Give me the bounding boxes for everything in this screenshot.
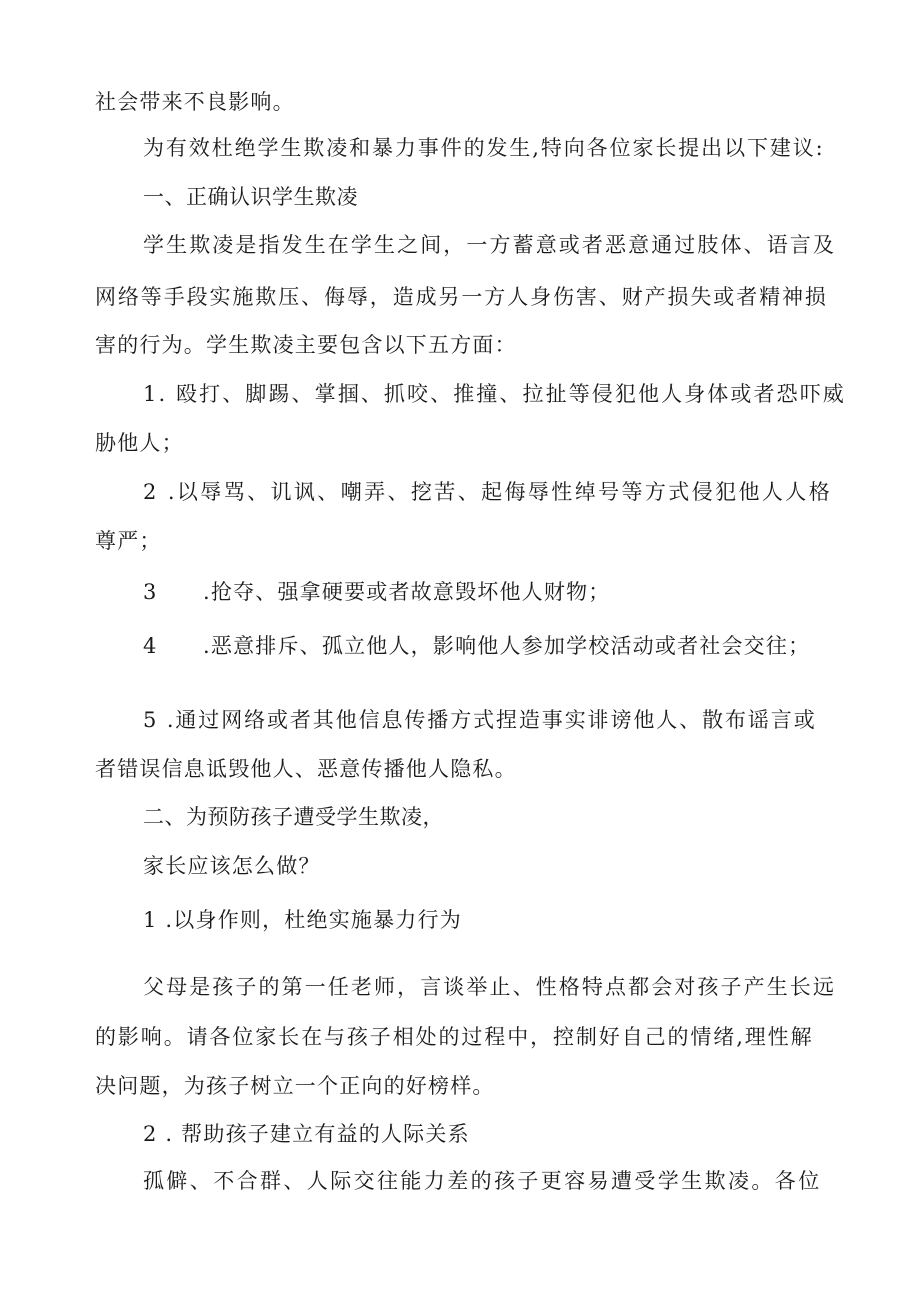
list-item-line: 5 .通过网络或者其他信息传播方式捏造事实诽谤他人、散布谣言或 [143, 708, 817, 732]
list-item-line: 1. 殴打、脚踢、掌掴、抓咬、推撞、拉扯等侵犯他人身体或者恐吓威 [143, 382, 846, 406]
paragraph-line: 为有效杜绝学生欺凌和暴力事件的发生,特向各位家长提出以下建议: [143, 136, 825, 160]
list-item-line: 胁他人； [95, 431, 184, 455]
section-heading: 二、为预防孩子遭受学生欺凌， [143, 805, 444, 829]
paragraph-line: 学生欺凌是指发生在学生之间，一方蓄意或者恶意通过肢体、语言及 [143, 233, 836, 257]
paragraph-line: 父母是孩子的第一任老师，言谈举止、性格特点都会对孩子产生长远 [143, 975, 836, 999]
paragraph-line: 孤僻、不合群、人际交往能力差的孩子更容易遭受学生欺凌。各位 [143, 1169, 822, 1193]
list-item-line: 2 .以辱骂、讥讽、嘲弄、挖苦、起侮辱性绰号等方式侵犯他人人格 [143, 480, 833, 504]
subheading-line: 2 . 帮助孩子建立有益的人际关系 [143, 1122, 470, 1146]
subheading-line: 1 .以身作则，杜绝实施暴力行为 [143, 908, 462, 932]
list-number: 3 [143, 580, 158, 604]
list-item-line [143, 632, 810, 660]
paragraph-line: 家长应该怎么做？ [143, 854, 321, 878]
list-item-line [143, 578, 610, 606]
list-item-line: 尊严； [95, 529, 162, 553]
paragraph-line: 决问题，为孩子树立一个正向的好榜样。 [95, 1074, 495, 1098]
paragraph-line: 网络等手段实施欺压、侮辱，造成另一方人身伤害、财产损失或者精神损 [95, 285, 828, 309]
paragraph-line: 的影响。请各位家长在与孩子相处的过程中，控制好自己的情绪,理性解 [95, 1025, 814, 1049]
paragraph-line: 社会带来不良影响。 [95, 90, 295, 114]
section-heading: 一、正确认识学生欺凌 [143, 185, 358, 209]
list-item-line: 者错误信息诋毁他人、恶意传播他人隐私。 [95, 757, 517, 781]
paragraph-line: 害的行为。学生欺凌主要包含以下五方面： [95, 333, 517, 357]
list-item-text: .抢夺、强拿硬要或者故意毁坏他人财物； [203, 580, 611, 604]
list-item-text: .恶意排斥、孤立他人，影响他人参加学校活动或者社会交往； [203, 634, 811, 658]
list-number: 4 [143, 634, 158, 658]
